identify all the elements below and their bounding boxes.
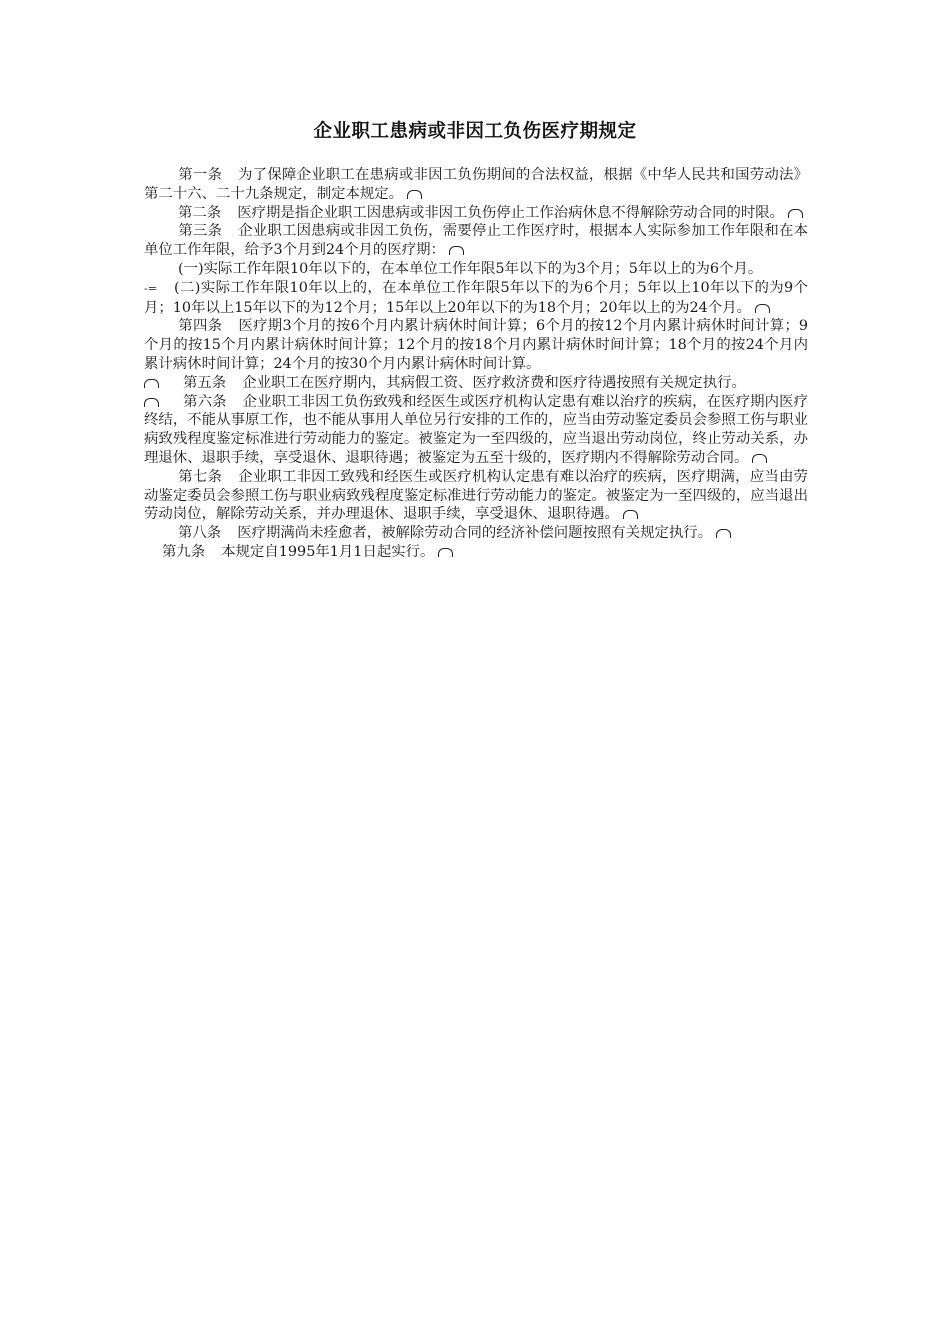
- paragraph-mark-icon: [716, 529, 731, 538]
- article-number: 第二条: [178, 204, 222, 221]
- clause-prefix: -=: [144, 281, 157, 295]
- article-number: 第六条: [183, 393, 227, 410]
- article-7: [144, 468, 808, 524]
- paragraph-mark-icon: [144, 398, 159, 407]
- article-4: [144, 317, 808, 373]
- article-number: 第一条: [178, 167, 223, 183]
- article-2: [144, 204, 808, 223]
- paragraph-mark-icon: [407, 190, 422, 199]
- paragraph-mark-icon: [438, 548, 453, 557]
- paragraph-mark-icon: [144, 379, 159, 388]
- article-5: [144, 374, 808, 393]
- paragraph-mark-icon: [755, 304, 770, 313]
- article-text: 企业职工因患病或非因工负伤，需要停止工作医疗时，根据本人实际参加工作年限和在本单位工作年限，给予3个月到24个月的医疗期：: [144, 223, 808, 259]
- article-number: 第七条: [178, 468, 223, 485]
- clause-1: [144, 260, 808, 279]
- article-number: 第三条: [178, 223, 223, 240]
- article-9: [144, 543, 808, 562]
- article-text: 企业职工非因工致残和经医生或医疗机构认定患有难以治疗的疾病，医疗期满，应当由劳动鉴定委员会参照工伤与职业病致残程度鉴定标准进行劳动能力的鉴定。被鉴定为一至四级的，应当退出劳动岗位，解除劳动关系，并办理退休、退职手续，享受退休、退职待遇。: [144, 468, 808, 523]
- article-6: [144, 393, 808, 468]
- article-number: 第九条: [162, 543, 206, 560]
- article-8: [144, 524, 808, 543]
- article-1: [144, 166, 808, 204]
- paragraph-mark-icon: [623, 510, 638, 519]
- article-number: 第四条: [178, 318, 223, 335]
- article-text: 为了保障企业职工在患病或非因工负伤期间的合法权益，根据《中华人民共和国劳动法》第二十六、二十九条规定，制定本规定。: [144, 167, 808, 202]
- document-body: [144, 166, 808, 562]
- paragraph-mark-icon: [752, 454, 767, 463]
- article-text: 医疗期满尚未痊愈者，被解除劳动合同的经济补偿问题按照有关规定执行。: [237, 525, 713, 542]
- clause-2: [144, 279, 808, 318]
- article-3: [144, 222, 808, 260]
- article-number: 第五条: [183, 374, 227, 391]
- paragraph-mark-icon: [449, 246, 464, 255]
- article-text: 企业职工非因工负伤致残和经医生或医疗机构认定患有难以治疗的疾病，在医疗期内医疗终结，不能从事原工作，也不能从事用人单位另行安排的工作的，应当由劳动鉴定委员会参照工伤与职业病致残程度鉴定标准进行劳动能力的鉴定。被鉴定为一至四级的，应当退出劳动岗位，终止劳动关系，办理退休、退职手续，享受退休、退职待遇；被鉴定为五至十级的，医疗期内不得解除劳动合同。: [144, 393, 808, 466]
- article-text: 企业职工在医疗期内，其病假工资、医疗救济费和医疗待遇按照有关规定执行。: [242, 374, 746, 391]
- article-text: 本规定自1995年1月1日起实行。: [221, 543, 435, 560]
- document-title: 企业职工患病或非因工负伤医疗期规定: [313, 121, 637, 142]
- clause-text: (一)实际工作年限10年以下的，在本单位工作年限5年以下的为3个月；5年以上的为6个月。: [178, 260, 763, 277]
- article-number: 第八条: [178, 525, 222, 542]
- paragraph-mark-icon: [788, 209, 803, 218]
- article-text: 医疗期是指企业职工因患病或非因工负伤停止工作治病休息不得解除劳动合同的时限。: [237, 204, 785, 221]
- clause-text: (二)实际工作年限10年以上的，在本单位工作年限5年以下的为6个月；5年以上10年以下的为9个月；10年以上15年以下的为12个月；15年以上20年以下的为18个月；20年以上的为24个月。: [144, 279, 808, 316]
- article-text: 医疗期3个月的按6个月内累计病休时间计算；6个月的按12个月内累计病休时间计算；9个月的按15个月内累计病休时间计算；12个月的按18个月内累计病休时间计算；18个月的按24个月内累计病休时间计算；24个月的按30个月内累计病休时间计算。: [144, 318, 808, 372]
